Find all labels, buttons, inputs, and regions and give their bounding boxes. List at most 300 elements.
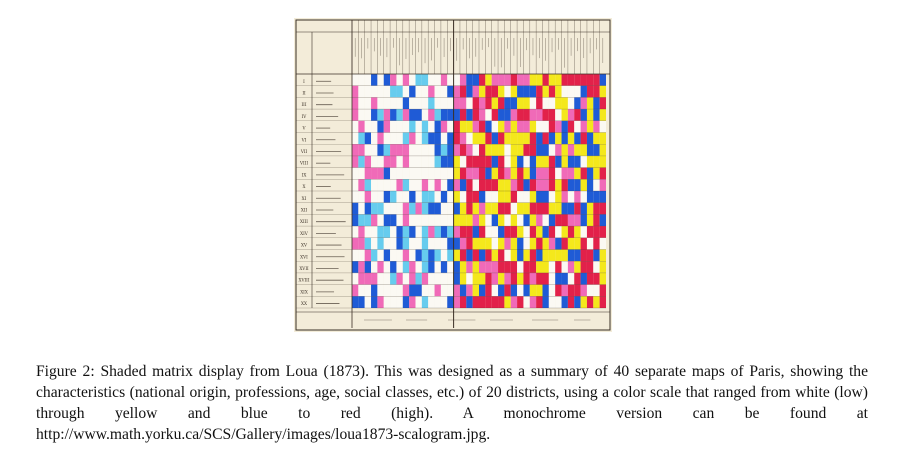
matrix-cell xyxy=(574,74,580,86)
matrix-cell xyxy=(396,191,402,203)
matrix-cell xyxy=(454,109,460,121)
matrix-cell xyxy=(428,133,434,145)
matrix-cell xyxy=(593,250,599,262)
matrix-cell xyxy=(422,74,428,86)
matrix-cell xyxy=(390,168,396,180)
matrix-cell xyxy=(523,214,529,226)
matrix-cell xyxy=(409,156,415,168)
matrix-cell xyxy=(396,144,402,156)
row-numeral: XV xyxy=(300,242,308,248)
matrix-cell xyxy=(365,144,371,156)
matrix-cell xyxy=(396,261,402,273)
matrix-cell xyxy=(511,109,517,121)
matrix-cell xyxy=(435,203,441,215)
matrix-cell xyxy=(384,74,390,86)
matrix-cell xyxy=(460,261,466,273)
matrix-cell xyxy=(549,97,555,109)
matrix-cell xyxy=(492,133,498,145)
matrix-cell xyxy=(530,191,536,203)
matrix-cell xyxy=(581,296,587,308)
matrix-cell xyxy=(574,156,580,168)
matrix-cell xyxy=(371,74,377,86)
matrix-cell xyxy=(416,179,422,191)
matrix-cell xyxy=(492,203,498,215)
matrix-cell xyxy=(454,156,460,168)
matrix-cell xyxy=(581,109,587,121)
matrix-cell xyxy=(587,109,593,121)
matrix-cell xyxy=(435,250,441,262)
matrix-cell xyxy=(460,203,466,215)
matrix-cell xyxy=(511,144,517,156)
matrix-cell xyxy=(416,133,422,145)
matrix-cell xyxy=(530,214,536,226)
matrix-cell xyxy=(403,109,409,121)
matrix-cell xyxy=(581,285,587,297)
matrix-cell xyxy=(454,214,460,226)
matrix-cell xyxy=(384,109,390,121)
matrix-cell xyxy=(479,74,485,86)
matrix-cell xyxy=(384,144,390,156)
matrix-cell xyxy=(454,250,460,262)
matrix-cell xyxy=(454,168,460,180)
matrix-cell xyxy=(396,203,402,215)
matrix-cell xyxy=(549,285,555,297)
matrix-cell xyxy=(466,86,472,98)
matrix-cell xyxy=(555,97,561,109)
matrix-cell xyxy=(504,74,510,86)
matrix-cell xyxy=(549,133,555,145)
matrix-cell xyxy=(581,74,587,86)
matrix-cell xyxy=(409,74,415,86)
matrix-cell xyxy=(504,144,510,156)
matrix-cell xyxy=(428,285,434,297)
matrix-cell xyxy=(562,226,568,238)
matrix-cell xyxy=(492,144,498,156)
row-numeral: II xyxy=(302,90,306,96)
matrix-cell xyxy=(549,109,555,121)
matrix-cell xyxy=(600,86,606,98)
matrix-cell xyxy=(428,97,434,109)
matrix-cell xyxy=(377,296,383,308)
matrix-cell xyxy=(479,203,485,215)
matrix-cell xyxy=(593,238,599,250)
matrix-cell xyxy=(574,97,580,109)
matrix-cell xyxy=(536,86,542,98)
matrix-cell xyxy=(358,86,364,98)
matrix-cell xyxy=(555,86,561,98)
matrix-cell xyxy=(568,203,574,215)
matrix-cell xyxy=(473,250,479,262)
row-numeral: XVII xyxy=(299,265,309,271)
matrix-cell xyxy=(447,168,453,180)
matrix-cell xyxy=(377,97,383,109)
matrix-cell xyxy=(504,156,510,168)
matrix-cell xyxy=(441,133,447,145)
matrix-cell xyxy=(543,214,549,226)
matrix-cell xyxy=(409,226,415,238)
matrix-cell xyxy=(390,261,396,273)
matrix-cell xyxy=(587,261,593,273)
matrix-cell xyxy=(365,86,371,98)
matrix-cell xyxy=(428,273,434,285)
matrix-cell xyxy=(530,250,536,262)
matrix-cell xyxy=(574,226,580,238)
matrix-cell xyxy=(441,121,447,133)
matrix-cell xyxy=(466,133,472,145)
matrix-cell xyxy=(485,168,491,180)
matrix-cell xyxy=(447,273,453,285)
matrix-cell xyxy=(587,203,593,215)
matrix-cell xyxy=(574,273,580,285)
matrix-cell xyxy=(504,86,510,98)
matrix-cell xyxy=(441,273,447,285)
matrix-cell xyxy=(422,226,428,238)
matrix-cell xyxy=(428,226,434,238)
matrix-cell xyxy=(466,156,472,168)
matrix-cell xyxy=(543,97,549,109)
matrix-cell xyxy=(403,156,409,168)
matrix-cell xyxy=(422,203,428,215)
matrix-cell xyxy=(466,226,472,238)
matrix-cell xyxy=(416,144,422,156)
matrix-cell xyxy=(587,226,593,238)
matrix-cell xyxy=(504,109,510,121)
matrix-cell xyxy=(352,133,358,145)
matrix-cell xyxy=(466,179,472,191)
matrix-cell xyxy=(498,226,504,238)
matrix-cell xyxy=(543,250,549,262)
matrix-cell xyxy=(574,133,580,145)
matrix-cell xyxy=(498,74,504,86)
matrix-cell xyxy=(435,133,441,145)
matrix-cell xyxy=(523,203,529,215)
matrix-cell xyxy=(473,191,479,203)
matrix-cell xyxy=(428,168,434,180)
matrix-cell xyxy=(517,109,523,121)
matrix-cell xyxy=(403,226,409,238)
matrix-cell xyxy=(536,226,542,238)
matrix-cell xyxy=(409,179,415,191)
figure-caption: Figure 2: Shaded matrix display from Loua (1873). This was designed as a summary of 40 separate maps of Paris, showing the characteristics (national origin, professions, age, social classes, etc.) of 20 districts, using a color scale that ranged from white (low) through yellow and blue to red (high). A monochrome version can be found at http://www.math.yorku.ca/SCS/Gallery/images/loua1873-scalogram.jpg. xyxy=(36,363,868,443)
matrix-cell xyxy=(555,133,561,145)
matrix-cell xyxy=(384,133,390,145)
matrix-cell xyxy=(416,109,422,121)
matrix-cell xyxy=(568,296,574,308)
matrix-cell xyxy=(543,74,549,86)
loua-scalogram-image xyxy=(294,18,612,332)
matrix-cell xyxy=(371,109,377,121)
matrix-cell xyxy=(504,261,510,273)
matrix-cell xyxy=(396,250,402,262)
matrix-cell xyxy=(568,226,574,238)
matrix-cell xyxy=(581,261,587,273)
matrix-cell xyxy=(530,97,536,109)
matrix-cell xyxy=(511,97,517,109)
row-numeral: VIII xyxy=(300,160,308,166)
matrix-cell xyxy=(460,214,466,226)
matrix-cell xyxy=(593,133,599,145)
matrix-cell xyxy=(523,121,529,133)
matrix-cell xyxy=(390,109,396,121)
matrix-cell xyxy=(428,296,434,308)
matrix-cell xyxy=(352,97,358,109)
matrix-cell xyxy=(396,238,402,250)
matrix-cell xyxy=(447,109,453,121)
matrix-cell xyxy=(555,74,561,86)
row-numeral: XX xyxy=(301,301,307,307)
matrix-cell xyxy=(581,133,587,145)
matrix-cell xyxy=(581,121,587,133)
matrix-cell xyxy=(549,168,555,180)
matrix-cell xyxy=(555,203,561,215)
matrix-cell xyxy=(562,156,568,168)
matrix-cell xyxy=(384,273,390,285)
matrix-cell xyxy=(466,74,472,86)
matrix-cell xyxy=(435,179,441,191)
matrix-cell xyxy=(403,203,409,215)
matrix-cell xyxy=(403,238,409,250)
matrix-cell xyxy=(568,191,574,203)
matrix-cell xyxy=(498,179,504,191)
matrix-cell xyxy=(485,261,491,273)
matrix-cell xyxy=(396,121,402,133)
matrix-cell xyxy=(422,168,428,180)
matrix-cell xyxy=(574,296,580,308)
matrix-cell xyxy=(441,86,447,98)
matrix-cell xyxy=(365,179,371,191)
matrix-cell xyxy=(504,250,510,262)
matrix-cell xyxy=(593,191,599,203)
matrix-cell xyxy=(581,179,587,191)
matrix-cell xyxy=(365,285,371,297)
matrix-cell xyxy=(365,226,371,238)
matrix-cell xyxy=(447,261,453,273)
matrix-cell xyxy=(358,250,364,262)
matrix-cell xyxy=(498,285,504,297)
matrix-cell xyxy=(441,285,447,297)
matrix-cell xyxy=(498,214,504,226)
matrix-cell xyxy=(466,285,472,297)
matrix-cell xyxy=(454,285,460,297)
matrix-cell xyxy=(454,144,460,156)
matrix-cell xyxy=(352,261,358,273)
matrix-cell xyxy=(504,121,510,133)
matrix-cell xyxy=(479,97,485,109)
matrix-cell xyxy=(422,261,428,273)
matrix-cell xyxy=(492,226,498,238)
matrix-cell xyxy=(530,109,536,121)
matrix-cell xyxy=(549,296,555,308)
matrix-cell xyxy=(435,261,441,273)
matrix-cell xyxy=(454,74,460,86)
matrix-cell xyxy=(536,261,542,273)
matrix-cell xyxy=(517,97,523,109)
matrix-cell xyxy=(593,109,599,121)
matrix-cell xyxy=(460,238,466,250)
matrix-cell xyxy=(543,273,549,285)
matrix-cell xyxy=(568,285,574,297)
matrix-cell xyxy=(543,285,549,297)
matrix-cell xyxy=(600,156,606,168)
matrix-cell xyxy=(473,261,479,273)
matrix-cell xyxy=(549,191,555,203)
matrix-cell xyxy=(549,238,555,250)
matrix-cell xyxy=(517,273,523,285)
matrix-cell xyxy=(492,74,498,86)
matrix-cell xyxy=(593,97,599,109)
matrix-cell xyxy=(409,261,415,273)
matrix-cell xyxy=(562,144,568,156)
matrix-cell xyxy=(403,74,409,86)
row-numeral: IX xyxy=(301,172,307,178)
matrix-cell xyxy=(377,273,383,285)
matrix-cell xyxy=(473,156,479,168)
matrix-cell xyxy=(352,285,358,297)
matrix-cell xyxy=(593,121,599,133)
matrix-cell xyxy=(384,179,390,191)
matrix-cell xyxy=(358,238,364,250)
matrix-cell xyxy=(593,144,599,156)
row-numeral: VII xyxy=(300,148,308,154)
row-numeral: VI xyxy=(301,137,307,143)
row-numeral: V xyxy=(302,125,306,131)
matrix-cell xyxy=(390,133,396,145)
matrix-cell xyxy=(403,179,409,191)
matrix-cell xyxy=(422,179,428,191)
matrix-cell xyxy=(396,156,402,168)
matrix-cell xyxy=(466,261,472,273)
matrix-cell xyxy=(504,214,510,226)
matrix-cell xyxy=(384,238,390,250)
matrix-cell xyxy=(422,156,428,168)
matrix-cell xyxy=(485,179,491,191)
matrix-cell xyxy=(416,191,422,203)
matrix-cell xyxy=(441,261,447,273)
matrix-cell xyxy=(403,214,409,226)
matrix-cell xyxy=(530,121,536,133)
matrix-cell xyxy=(416,296,422,308)
matrix-cell xyxy=(530,144,536,156)
matrix-cell xyxy=(536,109,542,121)
matrix-cell xyxy=(479,179,485,191)
matrix-cell xyxy=(555,226,561,238)
matrix-cell xyxy=(479,226,485,238)
matrix-cell xyxy=(377,133,383,145)
matrix-cell xyxy=(600,109,606,121)
matrix-cell xyxy=(409,273,415,285)
matrix-cell xyxy=(581,168,587,180)
matrix-cell xyxy=(485,86,491,98)
matrix-cell xyxy=(358,191,364,203)
matrix-cell xyxy=(454,203,460,215)
matrix-cell xyxy=(562,168,568,180)
matrix-cell xyxy=(485,296,491,308)
row-numeral: XIII xyxy=(300,219,308,225)
matrix-cell xyxy=(466,144,472,156)
matrix-cell xyxy=(523,97,529,109)
matrix-cell xyxy=(530,238,536,250)
matrix-cell xyxy=(358,133,364,145)
matrix-cell xyxy=(581,214,587,226)
matrix-cell xyxy=(473,296,479,308)
matrix-cell xyxy=(562,285,568,297)
matrix-cell xyxy=(435,144,441,156)
matrix-cell xyxy=(396,179,402,191)
matrix-cell xyxy=(492,97,498,109)
matrix-cell xyxy=(460,86,466,98)
matrix-cell xyxy=(517,86,523,98)
matrix-cell xyxy=(562,179,568,191)
matrix-cell xyxy=(396,273,402,285)
matrix-cell xyxy=(523,144,529,156)
matrix-cell xyxy=(422,97,428,109)
matrix-cell xyxy=(384,214,390,226)
matrix-cell xyxy=(543,86,549,98)
matrix-cell xyxy=(600,238,606,250)
matrix-cell xyxy=(377,74,383,86)
matrix-cell xyxy=(428,191,434,203)
matrix-cell xyxy=(511,168,517,180)
matrix-cell xyxy=(352,214,358,226)
matrix-cell xyxy=(593,203,599,215)
matrix-cell xyxy=(396,226,402,238)
matrix-cell xyxy=(511,226,517,238)
matrix-cell xyxy=(447,238,453,250)
matrix-cell xyxy=(517,121,523,133)
matrix-cell xyxy=(543,261,549,273)
matrix-cell xyxy=(492,261,498,273)
matrix-cell xyxy=(536,273,542,285)
matrix-cell xyxy=(593,179,599,191)
matrix-cell xyxy=(365,273,371,285)
matrix-cell xyxy=(460,74,466,86)
matrix-cell xyxy=(441,168,447,180)
matrix-cell xyxy=(403,191,409,203)
matrix-cell xyxy=(479,238,485,250)
matrix-cell xyxy=(466,214,472,226)
matrix-cell xyxy=(384,168,390,180)
matrix-cell xyxy=(504,97,510,109)
matrix-cell xyxy=(428,238,434,250)
matrix-cell xyxy=(555,168,561,180)
matrix-cell xyxy=(536,156,542,168)
matrix-cell xyxy=(384,296,390,308)
matrix-cell xyxy=(568,261,574,273)
matrix-cell xyxy=(422,109,428,121)
matrix-cell xyxy=(523,109,529,121)
matrix-cell xyxy=(384,250,390,262)
matrix-cell xyxy=(409,97,415,109)
matrix-cell xyxy=(428,203,434,215)
matrix-cell xyxy=(530,74,536,86)
matrix-cell xyxy=(390,203,396,215)
matrix-cell xyxy=(428,214,434,226)
matrix-cell xyxy=(498,133,504,145)
matrix-cell xyxy=(587,156,593,168)
matrix-cell xyxy=(511,261,517,273)
matrix-cell xyxy=(536,296,542,308)
matrix-cell xyxy=(523,168,529,180)
matrix-cell xyxy=(511,250,517,262)
matrix-cell xyxy=(377,156,383,168)
matrix-cell xyxy=(587,86,593,98)
matrix-cell xyxy=(568,86,574,98)
matrix-cell xyxy=(466,238,472,250)
matrix-cell xyxy=(517,250,523,262)
matrix-cell xyxy=(485,74,491,86)
matrix-cell xyxy=(549,86,555,98)
matrix-cell xyxy=(447,191,453,203)
